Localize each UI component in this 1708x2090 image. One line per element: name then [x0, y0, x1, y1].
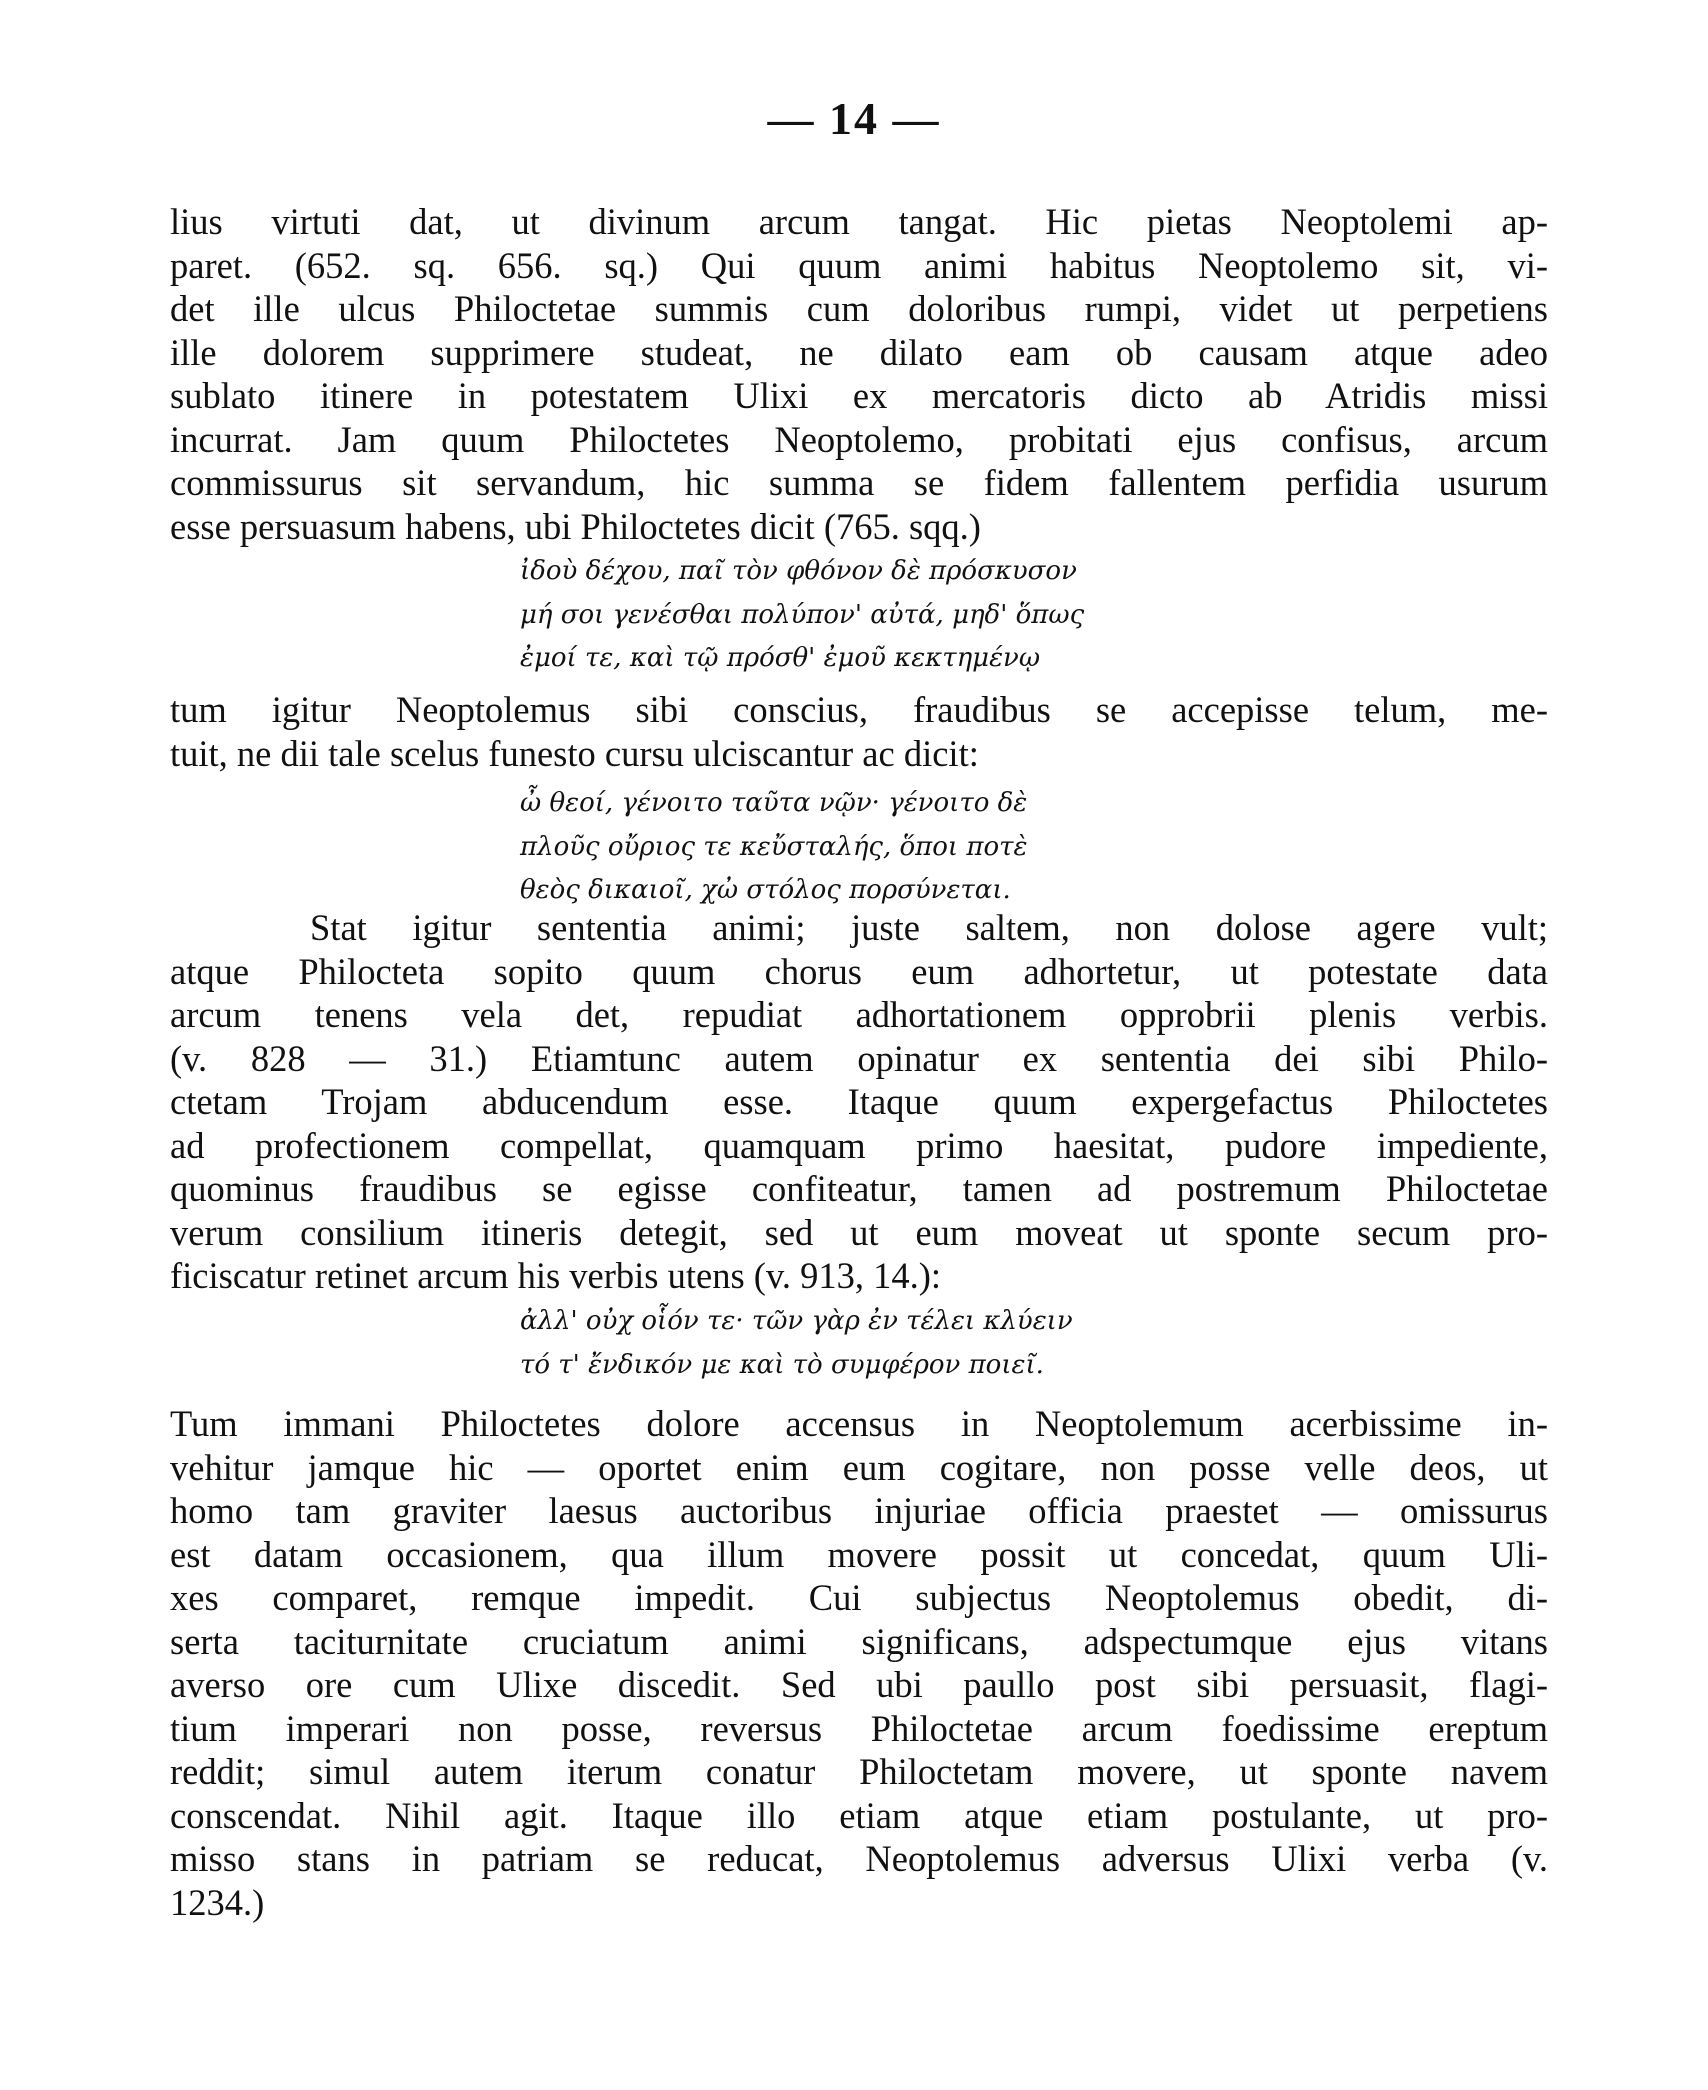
text-line: tum igitur Neoptolemus sibi conscius, fraudibus se accepisse telum, me-	[170, 689, 1548, 730]
greek-line: πλοῦς οὔριος τε κεὔσταλής, ὅποι ποτὲ	[520, 831, 1028, 862]
text-line: tuit, ne dii tale scelus funesto cursu ulciscantur ac dicit:	[170, 732, 979, 774]
greek-line: ἐμοί τε, καὶ τῷ πρόσθ' ἐμοῦ κεκτημένῳ	[520, 643, 1041, 673]
paragraph-4	[170, 1402, 1548, 1924]
text-line: averso ore cum Ulixe discedit. Sed ubi paullo post sibi persuasit, flagi-	[170, 1664, 1548, 1705]
text-line: ficiscatur retinet arcum his verbis utens (v. 913, 14.):	[170, 1255, 942, 1296]
paragraph-1	[170, 200, 1548, 548]
text-line: esse persuasum habens, ubi Philoctetes dicit (765. sqq.)	[170, 505, 981, 547]
greek-quote-3	[520, 1300, 1220, 1387]
text-line: ille dolorem supprimere studeat, ne dilato eam ob causam atque adeo	[170, 331, 1548, 373]
greek-line: θεὸς δικαιοῖ, χὠ στόλος πορσύνεται.	[520, 875, 1011, 905]
text-line: paret. (652. sq. 656. sq.) Qui quum animi habitus Neoptolemo sit, vi-	[170, 244, 1548, 286]
text-line: Tum immani Philoctetes dolore accensus in Neoptolemum acerbissime in-	[170, 1403, 1548, 1444]
text-line: quominus fraudibus se egisse confiteatur, tamen ad postremum Philoctetae	[170, 1168, 1548, 1209]
text-line: arcum tenens vela det, repudiat adhortationem opprobrii plenis verbis.	[170, 994, 1548, 1035]
text-line: homo tam graviter laesus auctoribus injuriae officia praestet — omissurus	[170, 1490, 1548, 1531]
text-line: det ille ulcus Philoctetae summis cum doloribus rumpi, videt ut perpetiens	[170, 288, 1548, 329]
text-line: incurrat. Jam quum Philoctetes Neoptolemo, probitati ejus confisus, arcum	[170, 418, 1548, 460]
text-line: lius virtuti dat, ut divinum arcum tangat. Hic pietas Neoptolemi ap-	[170, 201, 1548, 242]
text-line: atque Philocteta sopito quum chorus eum adhortetur, ut potestate data	[170, 950, 1548, 992]
text-line: est datam occasionem, qua illum movere possit ut concedat, quum Uli-	[170, 1533, 1548, 1575]
text-line: serta taciturnitate cruciatum animi significans, adspectumque ejus vitans	[170, 1620, 1548, 1662]
text-line: commissurus sit servandum, hic summa se fidem fallentem perfidia usurum	[170, 462, 1548, 503]
text-line: sublato itinere in potestatem Ulixi ex mercatoris dicto ab Atridis missi	[170, 375, 1548, 416]
text-line: conscendat. Nihil agit. Itaque illo etiam atque etiam postulante, ut pro-	[170, 1794, 1548, 1836]
text-line: Stat igitur sententia animi; juste saltem, non dolose agere vult;	[310, 907, 1548, 948]
text-line: vehitur jamque hic — oportet enim eum cogitare, non posse velle deos, ut	[170, 1446, 1548, 1488]
greek-line: μή σοι γενέσθαι πολύπον' αὐτά, μηδ' ὅπως	[520, 599, 1085, 630]
text-line: (v. 828 — 31.) Etiamtunc autem opinatur ex sententia dei sibi Philo-	[170, 1037, 1548, 1079]
text-line: ad profectionem compellat, quamquam primo haesitat, pudore impediente,	[170, 1124, 1548, 1166]
paragraph-2	[170, 688, 1548, 775]
greek-line: ἰδοὺ δέχου, παῖ τὸν φθόνον δὲ πρόσκυσον	[520, 556, 1077, 586]
text-line: misso stans in patriam se reducat, Neoptolemus adversus Ulixi verba (v.	[170, 1838, 1548, 1879]
text-line: tium imperari non posse, reversus Philoctetae arcum foedissime ereptum	[170, 1707, 1548, 1749]
text-line: ctetam Trojam abducendum esse. Itaque quum expergefactus Philoctetes	[170, 1081, 1548, 1122]
page-number: — 14 —	[767, 93, 941, 144]
greek-line: τό τ' ἔνδικόν με καὶ τὸ συμφέρον ποιεῖ.	[520, 1349, 1044, 1380]
text-line: 1234.)	[170, 1881, 265, 1923]
paragraph-3	[170, 906, 1548, 1298]
text-line: reddit; simul autem iterum conatur Philoctetam movere, ut sponte navem	[170, 1751, 1548, 1792]
greek-line: ὦ θεοί, γένοιτο ταῦτα νῷν· γένοιτο δὲ	[520, 788, 1028, 818]
greek-quote-1	[520, 550, 1220, 681]
greek-quote-2	[520, 782, 1220, 913]
greek-line: ἀλλ' οὐχ οἷόν τε· τῶν γὰρ ἐν τέλει κλύειν	[520, 1306, 1073, 1336]
text-line: xes comparet, remque impedit. Cui subjectus Neoptolemus obedit, di-	[170, 1577, 1548, 1618]
text-line: verum consilium itineris detegit, sed ut eum moveat ut sponte secum pro-	[170, 1211, 1548, 1253]
